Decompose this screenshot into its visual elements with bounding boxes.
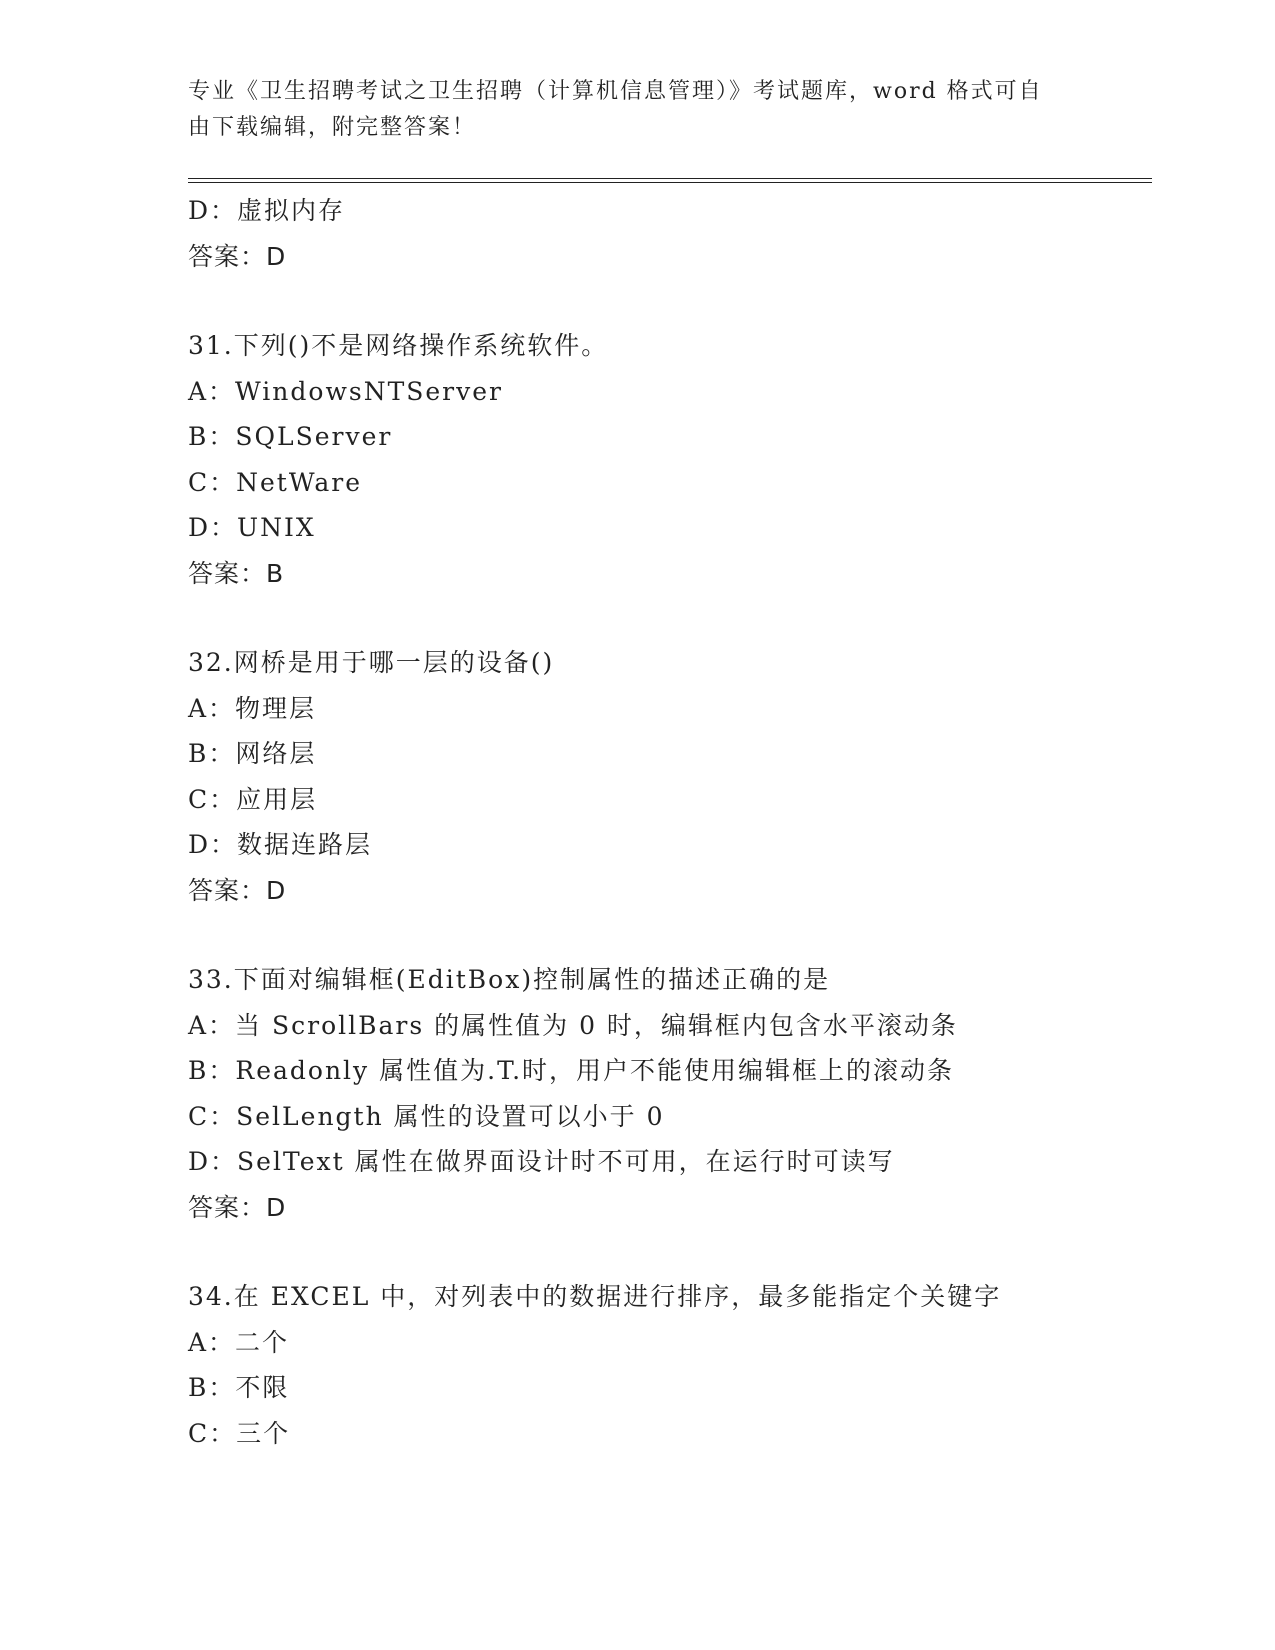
option-d: D：SelText 属性在做界面设计时不可用，在运行时可读写 [188, 1147, 895, 1176]
header-divider-bottom [188, 182, 1152, 183]
option-b: B：网络层 [188, 739, 317, 768]
option-c: C：应用层 [188, 784, 318, 814]
option-a: A：二个 [188, 1327, 290, 1357]
option-c: C：三个 [188, 1418, 291, 1448]
question-stem: 32.网桥是用于哪一层的设备() [188, 648, 555, 677]
option-d: D：虚拟内存 [188, 196, 346, 225]
question-32 [188, 640, 1148, 913]
answer-line: 答案：B [188, 558, 285, 588]
option-c: C：NetWare [188, 467, 363, 497]
question-33 [188, 957, 1148, 1230]
question-stem: 31.下列()不是网络操作系统软件。 [188, 331, 609, 360]
question-stem: 33.下面对编辑框(EditBox)控制属性的描述正确的是 [188, 965, 831, 994]
option-a: A：当 ScrollBars 的属性值为 0 时，编辑框内包含水平滚动条 [188, 1010, 958, 1040]
question-gap [188, 596, 1148, 640]
header-line-1: 专业《卫生招聘考试之卫生招聘（计算机信息管理）》考试题库，word 格式可自 [188, 79, 1043, 104]
option-a: A：物理层 [188, 693, 317, 723]
option-b: B：不限 [188, 1373, 290, 1402]
header-divider-top [188, 178, 1152, 179]
option-d: D：数据连路层 [188, 830, 373, 859]
option-c: C：SelLength 属性的设置可以小于 0 [188, 1101, 665, 1131]
option-b: B：Readonly 属性值为.T.时，用户不能使用编辑框上的滚动条 [188, 1056, 955, 1085]
question-gap [188, 1230, 1148, 1274]
question-gap [188, 279, 1148, 323]
option-a: A：WindowsNTServer [188, 376, 503, 406]
answer-line: 答案：D [188, 1192, 287, 1222]
answer-line: 答案：D [188, 241, 287, 271]
option-d: D：UNIX [188, 513, 316, 542]
question-gap [188, 913, 1148, 957]
header-line-2: 由下载编辑，附完整答案！ [188, 115, 477, 140]
document-header [188, 74, 1088, 146]
question-stem: 34.在 EXCEL 中，对列表中的数据进行排序，最多能指定个关键字 [188, 1282, 1002, 1311]
answer-line: 答案：D [188, 875, 287, 905]
option-b: B：SQLServer [188, 422, 393, 451]
question-34 [188, 1274, 1148, 1456]
question-list [188, 188, 1148, 1456]
question-31 [188, 323, 1148, 596]
